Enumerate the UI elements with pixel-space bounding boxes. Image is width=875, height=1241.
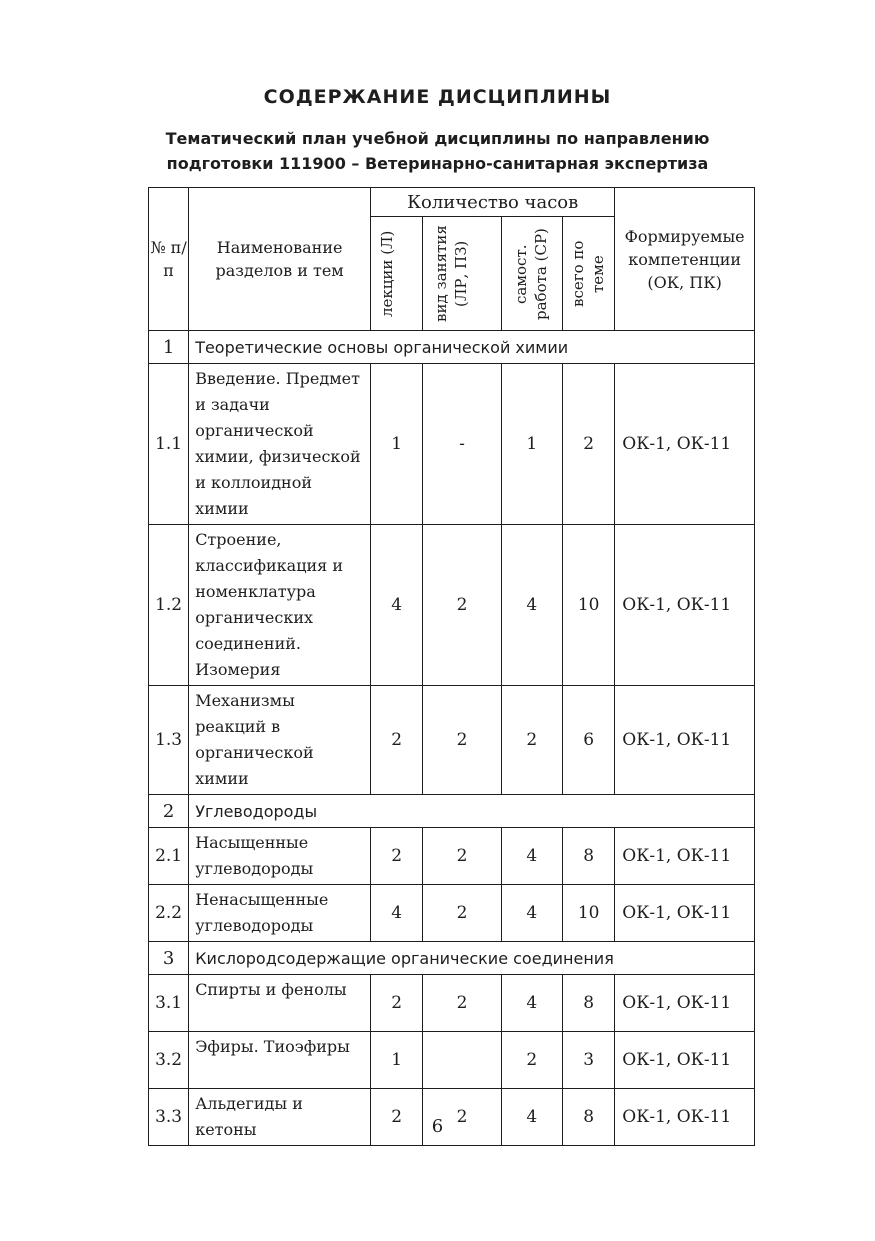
practice-hours: 2: [423, 1089, 501, 1146]
header-practice: вид занятия (ЛР, ПЗ): [432, 225, 470, 322]
table-row: [149, 828, 755, 885]
lectures-hours: 4: [371, 885, 423, 942]
total-hours: 10: [562, 885, 614, 942]
topic-number: 2.2: [149, 885, 189, 942]
lectures-hours: 1: [371, 1032, 423, 1089]
topic-name: Насыщенные углеводороды: [189, 828, 371, 885]
section-number: 1: [149, 331, 189, 364]
lectures-hours: 2: [371, 828, 423, 885]
competencies: ОК-1, ОК-11: [615, 828, 755, 885]
selfwork-hours: 4: [501, 885, 562, 942]
header-practice-cell: [423, 217, 501, 331]
header-selfwork-cell: [501, 217, 562, 331]
total-hours: 10: [562, 525, 614, 686]
topic-number: 1.1: [149, 364, 189, 525]
competencies: ОК-1, ОК-11: [615, 525, 755, 686]
topic-name: Введение. Предмет и задачи органической химии, физической и коллоидной химии: [189, 364, 371, 525]
competencies: ОК-1, ОК-11: [615, 364, 755, 525]
total-hours: 8: [562, 975, 614, 1032]
header-selfwork: самост. работа (СР): [511, 227, 550, 320]
section-number: 3: [149, 942, 189, 975]
topic-number: 2.1: [149, 828, 189, 885]
thematic-plan-table: [148, 187, 755, 1146]
total-hours: 2: [562, 364, 614, 525]
section-title: Кислородсодержащие органические соединения: [189, 942, 755, 975]
topic-name: Спирты и фенолы: [189, 975, 371, 1032]
header-hours: Количество часов: [371, 188, 615, 217]
page-number: 6: [431, 1116, 444, 1137]
competencies: ОК-1, ОК-11: [615, 686, 755, 795]
practice-hours: 2: [423, 885, 501, 942]
practice-hours: 2: [423, 525, 501, 686]
topic-number: 3.3: [149, 1089, 189, 1146]
topic-name: Эфиры. Тиоэфиры: [189, 1032, 371, 1089]
header-total-cell: [562, 217, 614, 331]
selfwork-hours: 4: [501, 975, 562, 1032]
total-hours: 8: [562, 1089, 614, 1146]
topic-number: 3.2: [149, 1032, 189, 1089]
header-lectures-cell: [371, 217, 423, 331]
practice-hours: 2: [423, 975, 501, 1032]
selfwork-hours: 4: [501, 525, 562, 686]
topic-name: Механизмы реакций в органической химии: [189, 686, 371, 795]
selfwork-hours: 2: [501, 1032, 562, 1089]
table-row: [149, 364, 755, 525]
header-total: всего по теме: [568, 240, 607, 307]
plan-subtitle: [0, 126, 875, 176]
table-row: [149, 975, 755, 1032]
subtitle-line-1: Тематический план учебной дисциплины по направлению: [165, 129, 710, 148]
lectures-hours: 2: [371, 1089, 423, 1146]
table-row: [149, 525, 755, 686]
competencies: ОК-1, ОК-11: [615, 1032, 755, 1089]
lectures-hours: 1: [371, 364, 423, 525]
topic-number: 1.2: [149, 525, 189, 686]
competencies: ОК-1, ОК-11: [615, 975, 755, 1032]
total-hours: 8: [562, 828, 614, 885]
section-row: [149, 331, 755, 364]
header-number: № п/п: [149, 188, 189, 331]
selfwork-hours: 1: [501, 364, 562, 525]
lectures-hours: 2: [371, 686, 423, 795]
table-row: [149, 885, 755, 942]
table-row: [149, 686, 755, 795]
competencies: ОК-1, ОК-11: [615, 1089, 755, 1146]
selfwork-hours: 2: [501, 686, 562, 795]
header-lectures: лекции (Л): [377, 230, 396, 317]
section-title: Теоретические основы органической химии: [189, 331, 755, 364]
total-hours: 3: [562, 1032, 614, 1089]
topic-name: Строение, классификация и номенклатура органических соединений. Изомерия: [189, 525, 371, 686]
total-hours: 6: [562, 686, 614, 795]
practice-hours: [423, 1032, 501, 1089]
competencies: ОК-1, ОК-11: [615, 885, 755, 942]
practice-hours: 2: [423, 828, 501, 885]
selfwork-hours: 4: [501, 1089, 562, 1146]
section-title: Углеводороды: [189, 795, 755, 828]
topic-name: Альдегиды и кетоны: [189, 1089, 371, 1146]
topic-number: 3.1: [149, 975, 189, 1032]
page-title: СОДЕРЖАНИЕ ДИСЦИПЛИНЫ: [263, 86, 612, 108]
header-competencies: Формируемые компетенции (ОК, ПК): [615, 188, 755, 331]
section-row: [149, 942, 755, 975]
lectures-hours: 4: [371, 525, 423, 686]
lectures-hours: 2: [371, 975, 423, 1032]
table-row: [149, 1032, 755, 1089]
subtitle-line-2: подготовки 111900 – Ветеринарно-санитарная экспертиза: [166, 154, 709, 173]
practice-hours: 2: [423, 686, 501, 795]
topic-number: 1.3: [149, 686, 189, 795]
practice-hours: -: [423, 364, 501, 525]
header-name: Наименование разделов и тем: [189, 188, 371, 331]
selfwork-hours: 4: [501, 828, 562, 885]
section-row: [149, 795, 755, 828]
topic-name: Ненасыщенные углеводороды: [189, 885, 371, 942]
section-number: 2: [149, 795, 189, 828]
